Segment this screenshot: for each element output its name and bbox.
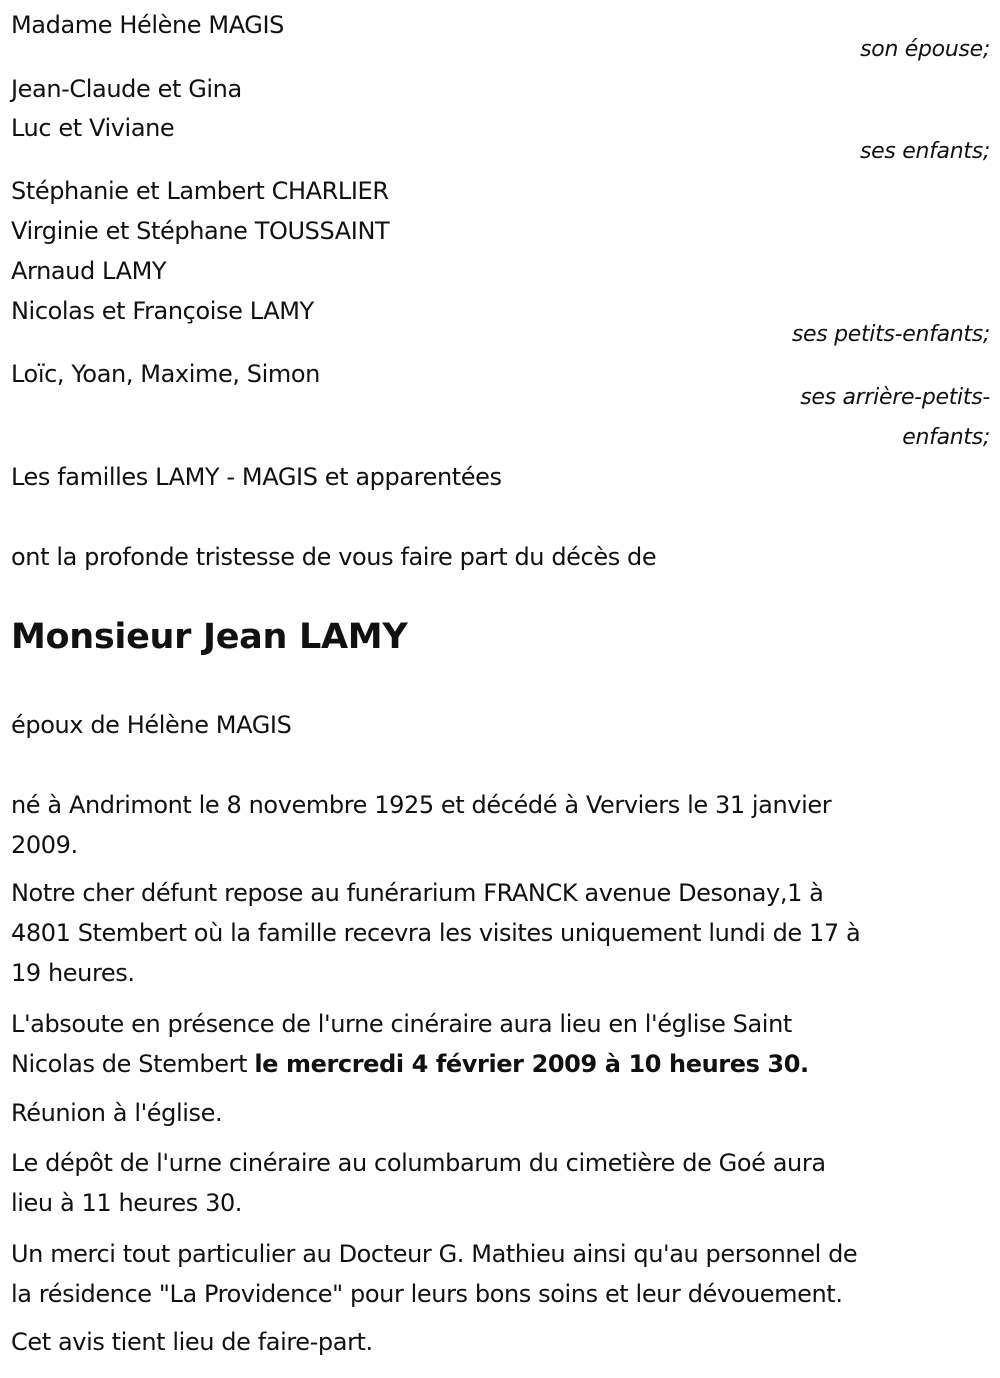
families-line: Les familles LAMY - MAGIS et apparentées [11,463,502,491]
child-name: Luc et Viviane [11,114,175,142]
closing-line: Cet avis tient lieu de faire-part. [11,1328,373,1356]
spouse-line: époux de Hélène MAGIS [11,711,292,739]
funeral-home-line: Notre cher défunt repose au funérarium FRANCK avenue Desonay,1 à [11,879,824,907]
ceremony-place: Nicolas de Stembert [11,1050,255,1078]
meeting-line: Réunion à l'église. [11,1099,223,1127]
announcement: ont la profonde tristesse de vous faire part du décès de [11,543,657,571]
relation-label: enfants; [902,425,990,450]
ceremony-datetime: le mercredi 4 février 2009 à 10 heures 30. [254,1050,809,1078]
funeral-home-line: 19 heures. [11,959,135,987]
thanks-line: la résidence "La Providence" pour leurs bons soins et leur dévouement. [11,1280,843,1308]
child-name: Jean-Claude et Gina [11,75,242,103]
deceased-name: Monsieur Jean LAMY [11,617,408,657]
relation-label: son épouse; [860,37,990,62]
relation-label: ses enfants; [859,139,990,164]
funeral-home-line: 4801 Stembert où la famille recevra les visites uniquement lundi de 17 à [11,919,861,947]
relation-label: ses petits-enfants; [791,322,990,347]
grandchild-name: Virginie et Stéphane TOUSSAINT [11,217,390,245]
thanks-line: Un merci tout particulier au Docteur G. Mathieu ainsi qu'au personnel de [11,1240,858,1268]
spouse-name: Madame Hélène MAGIS [11,11,284,39]
ceremony-line: L'absoute en présence de l'urne cinéraire aura lieu en l'église Saint [11,1010,792,1038]
birth-death-line: 2009. [11,831,78,859]
ceremony-line [11,1044,809,1084]
birth-death-line: né à Andrimont le 8 novembre 1925 et décédé à Verviers le 31 janvier [11,791,832,819]
relation-label: ses arrière-petits- [800,385,990,410]
great-grandchild-names: Loïc, Yoan, Maxime, Simon [11,360,320,388]
grandchild-name: Arnaud LAMY [11,257,167,285]
urn-deposit-line: lieu à 11 heures 30. [11,1189,243,1217]
grandchild-name: Stéphanie et Lambert CHARLIER [11,177,389,205]
grandchild-name: Nicolas et Françoise LAMY [11,297,314,325]
urn-deposit-line: Le dépôt de l'urne cinéraire au columbarum du cimetière de Goé aura [11,1149,826,1177]
